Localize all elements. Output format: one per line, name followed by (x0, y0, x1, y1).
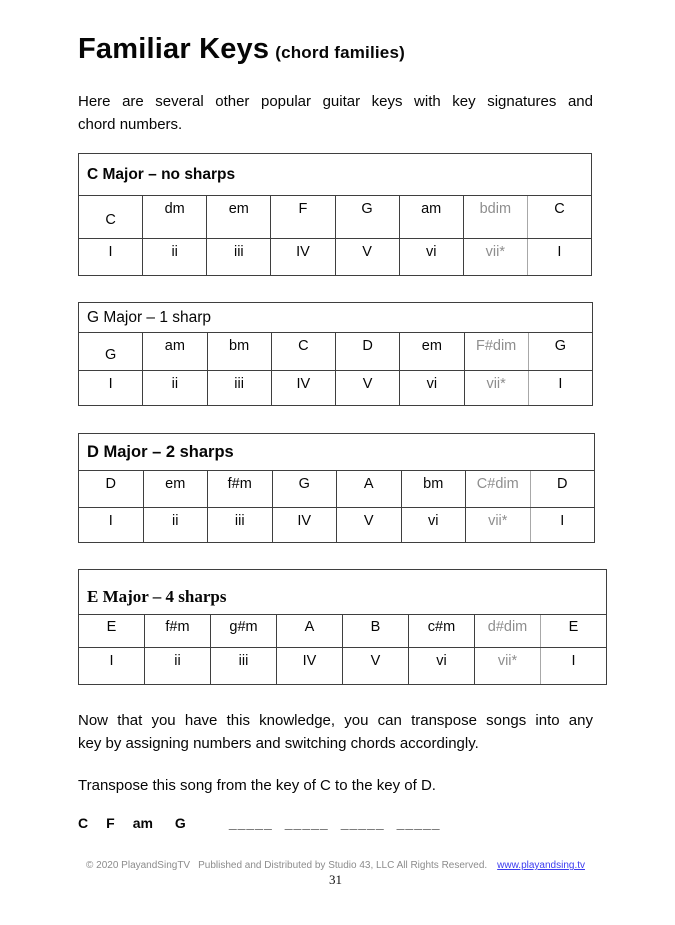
chord-cell: C (527, 196, 591, 239)
page-title-suffix: (chord families) (275, 43, 405, 62)
chord-cell: d#dim (475, 615, 541, 648)
page-title-text: Familiar Keys (78, 33, 270, 65)
table-title: G Major – 1 sharp (79, 303, 593, 333)
numeral-cell: vii* (464, 371, 528, 406)
numeral-cell: I (530, 508, 595, 543)
numeral-cell: V (336, 371, 400, 406)
outro-line-2: key by assigning numbers and switching chords accordingly. (78, 734, 479, 752)
chord-cell: bm (401, 471, 466, 508)
numeral-cell: vi (400, 371, 464, 406)
numeral-cell: V (343, 648, 409, 685)
numeral-cell: IV (271, 371, 335, 406)
chord-cell: G (79, 333, 143, 371)
website-link[interactable]: www.playandsing.tv (497, 860, 585, 871)
chord-cell: G (272, 471, 337, 508)
chord-cell: E (79, 615, 145, 648)
numeral-cell: I (79, 508, 144, 543)
numeral-cell: ii (143, 371, 207, 406)
chord-label: F (106, 815, 115, 831)
page-title (78, 31, 593, 71)
numeral-cell: iii (211, 648, 277, 685)
document-page (0, 31, 675, 888)
numeral-cell: ii (143, 508, 208, 543)
page-number: 31 (329, 872, 342, 887)
table-title: C Major – no sharps (79, 154, 592, 196)
chord-table-d-major (78, 433, 595, 543)
blank-line: _____ (284, 815, 329, 831)
numeral-cell: vii* (463, 239, 527, 276)
chord-cell: em (400, 333, 464, 371)
numeral-cell: I (527, 239, 591, 276)
chord-cell: c#m (409, 615, 475, 648)
table-title: E Major – 4 sharps (79, 570, 607, 615)
numeral-cell: I (541, 648, 607, 685)
chord-cell: bdim (463, 196, 527, 239)
chord-table-e-major (78, 569, 607, 685)
numeral-cell: ii (145, 648, 211, 685)
chord-cell: em (207, 196, 271, 239)
chord-table-c-major (78, 153, 592, 276)
footer (18, 860, 653, 871)
numeral-cell: I (79, 371, 143, 406)
chord-cell: am (399, 196, 463, 239)
outro-line-1: Now that you have this knowledge, you can transpose songs into any (78, 712, 593, 729)
numeral-cell: vi (409, 648, 475, 685)
blank-line: _____ (396, 815, 441, 831)
chord-cell: A (277, 615, 343, 648)
chord-cell: E (541, 615, 607, 648)
numeral-cell: IV (272, 508, 337, 543)
publisher-text: Published and Distributed by Studio 43, LLC All Rights Reserved. (198, 860, 488, 871)
chord-label: C (78, 815, 89, 831)
transpose-instruction: Transpose this song from the key of C to the key of D. (78, 777, 436, 794)
chord-cell: B (343, 615, 409, 648)
numeral-cell: vi (401, 508, 466, 543)
chord-cell: D (530, 471, 595, 508)
numeral-cell: iii (208, 508, 273, 543)
chord-cell: G (335, 196, 399, 239)
intro-line-1: Here are several other popular guitar keys with key signatures and (78, 93, 593, 110)
chord-cell: G (528, 333, 592, 371)
table-title: D Major – 2 sharps (79, 434, 595, 471)
numeral-cell: iii (207, 239, 271, 276)
chord-cell: F#dim (464, 333, 528, 371)
outro-paragraph (78, 710, 593, 755)
numeral-cell: vii* (466, 508, 531, 543)
chord-cell: C (79, 196, 143, 239)
numeral-cell: vii* (475, 648, 541, 685)
chord-cell: A (337, 471, 402, 508)
chord-label: G (174, 815, 186, 831)
chord-prompt-line (78, 815, 593, 831)
chord-cell: f#m (145, 615, 211, 648)
chord-cell: g#m (211, 615, 277, 648)
numeral-cell: IV (271, 239, 335, 276)
chord-cell: D (79, 471, 144, 508)
numeral-cell: V (337, 508, 402, 543)
blank-line: _____ (228, 815, 273, 831)
chord-table-g-major (78, 302, 593, 406)
numeral-cell: I (79, 239, 143, 276)
intro-paragraph (78, 91, 593, 136)
intro-line-2: chord numbers. (78, 115, 183, 133)
copyright-text: © 2020 PlayandSingTV (86, 860, 191, 871)
blank-line: _____ (340, 815, 385, 831)
chord-cell: bm (207, 333, 271, 371)
chord-label: am (132, 815, 153, 831)
numeral-cell: I (79, 648, 145, 685)
chord-cell: F (271, 196, 335, 239)
numeral-cell: V (335, 239, 399, 276)
chord-cell: C (271, 333, 335, 371)
numeral-cell: IV (277, 648, 343, 685)
chord-cell: am (143, 333, 207, 371)
numeral-cell: iii (207, 371, 271, 406)
numeral-cell: vi (399, 239, 463, 276)
chord-cell: D (336, 333, 400, 371)
chord-cell: C#dim (466, 471, 531, 508)
chord-cell: em (143, 471, 208, 508)
chord-cell: dm (143, 196, 207, 239)
numeral-cell: ii (143, 239, 207, 276)
chord-cell: f#m (208, 471, 273, 508)
numeral-cell: I (528, 371, 592, 406)
